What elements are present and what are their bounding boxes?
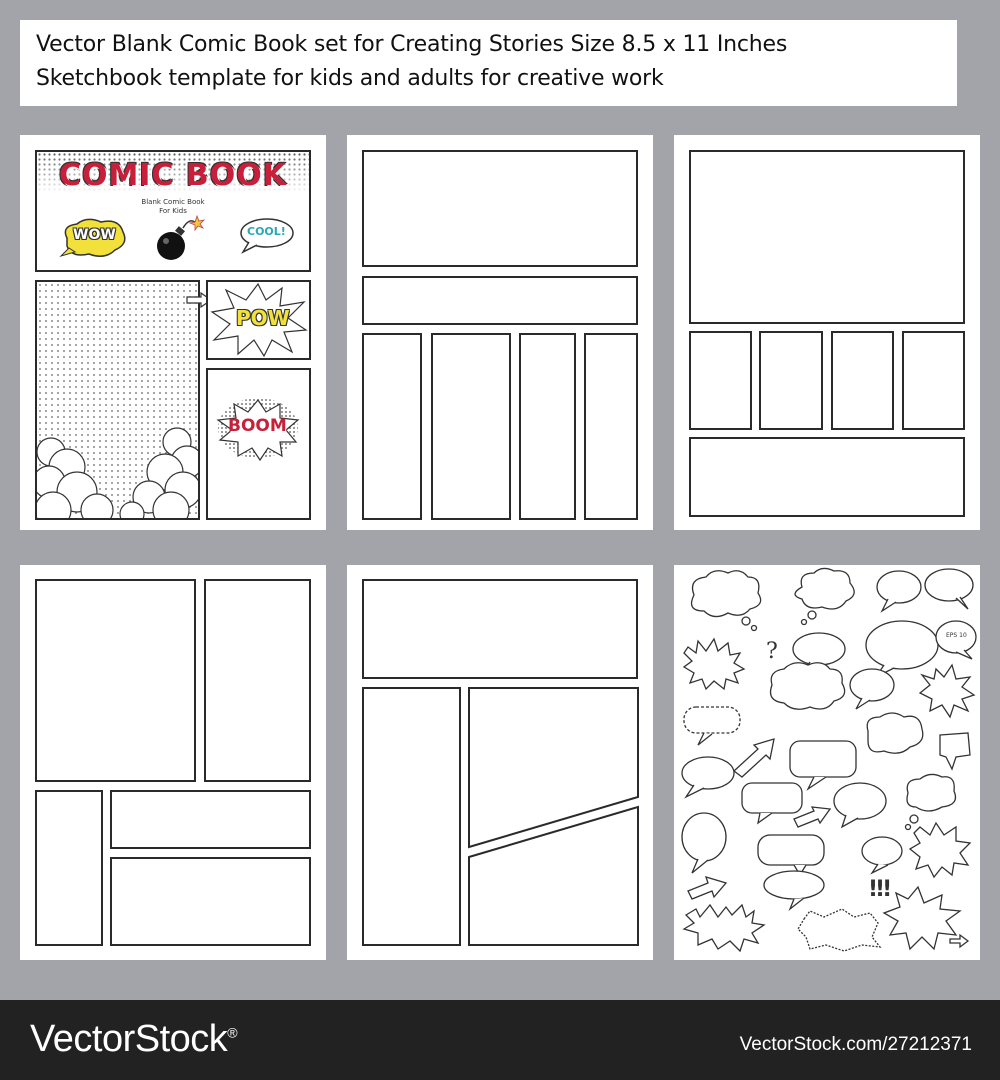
image-credit: VectorStock.com/27212371: [739, 1034, 972, 1055]
page-cover: [20, 135, 326, 530]
question-mark: ?: [766, 639, 778, 664]
diagonal-panels: [468, 687, 640, 946]
brand-name: VectorStock: [30, 1018, 228, 1060]
panel: [689, 437, 965, 517]
page-layout-4: [20, 565, 326, 960]
speech-bubbles-illustration: [674, 565, 980, 960]
cover-panel-pow: [206, 280, 311, 360]
exclaim-marks: !!!: [868, 877, 890, 902]
page-layout-2: [347, 135, 653, 530]
title-line-2: Sketchbook template for kids and adults for creative work: [36, 66, 664, 91]
panel: [362, 579, 638, 679]
panel: [110, 857, 311, 946]
cover-title: COMIC BOOK: [58, 158, 288, 193]
footer-bar: [0, 1000, 1000, 1080]
panel: [831, 331, 894, 430]
panel: [110, 790, 311, 849]
eps-label: EPS 10: [946, 632, 967, 639]
panel: [35, 579, 196, 782]
panel: [204, 579, 311, 782]
panel: [902, 331, 965, 430]
cover-panel-large: [35, 280, 200, 520]
panel: [689, 331, 752, 430]
cover-panel-boom: [206, 368, 311, 520]
title-box: [20, 20, 957, 106]
panel: [362, 333, 422, 520]
cool-text: COOL!: [247, 225, 286, 238]
bomb-icon: [149, 214, 209, 264]
title-line-1: Vector Blank Comic Book set for Creating Stories Size 8.5 x 11 Inches: [36, 32, 788, 57]
panel: [584, 333, 638, 520]
cloud-illustration: [37, 282, 198, 518]
panel: [362, 687, 461, 946]
page-layout-3: [674, 135, 980, 530]
panel: [759, 331, 823, 430]
page-speech-bubbles: [674, 565, 980, 960]
cover-subtitle-1: Blank Comic Book: [141, 198, 205, 206]
brand-registered: ®: [227, 1024, 238, 1041]
boom-burst-icon: [208, 370, 309, 518]
panel: [35, 790, 103, 946]
wow-text: WOW: [73, 227, 116, 243]
pow-text: POW: [236, 306, 290, 330]
cover-subtitle-2: For Kids: [159, 207, 187, 215]
panel: [362, 150, 638, 267]
page-layout-5: [347, 565, 653, 960]
panel: [362, 276, 638, 325]
boom-text: BOOM: [228, 416, 287, 436]
panel: [519, 333, 576, 520]
brand-logo: [30, 1018, 237, 1061]
panel: [689, 150, 965, 324]
cover-panel-top: [35, 150, 311, 272]
panel: [431, 333, 511, 520]
